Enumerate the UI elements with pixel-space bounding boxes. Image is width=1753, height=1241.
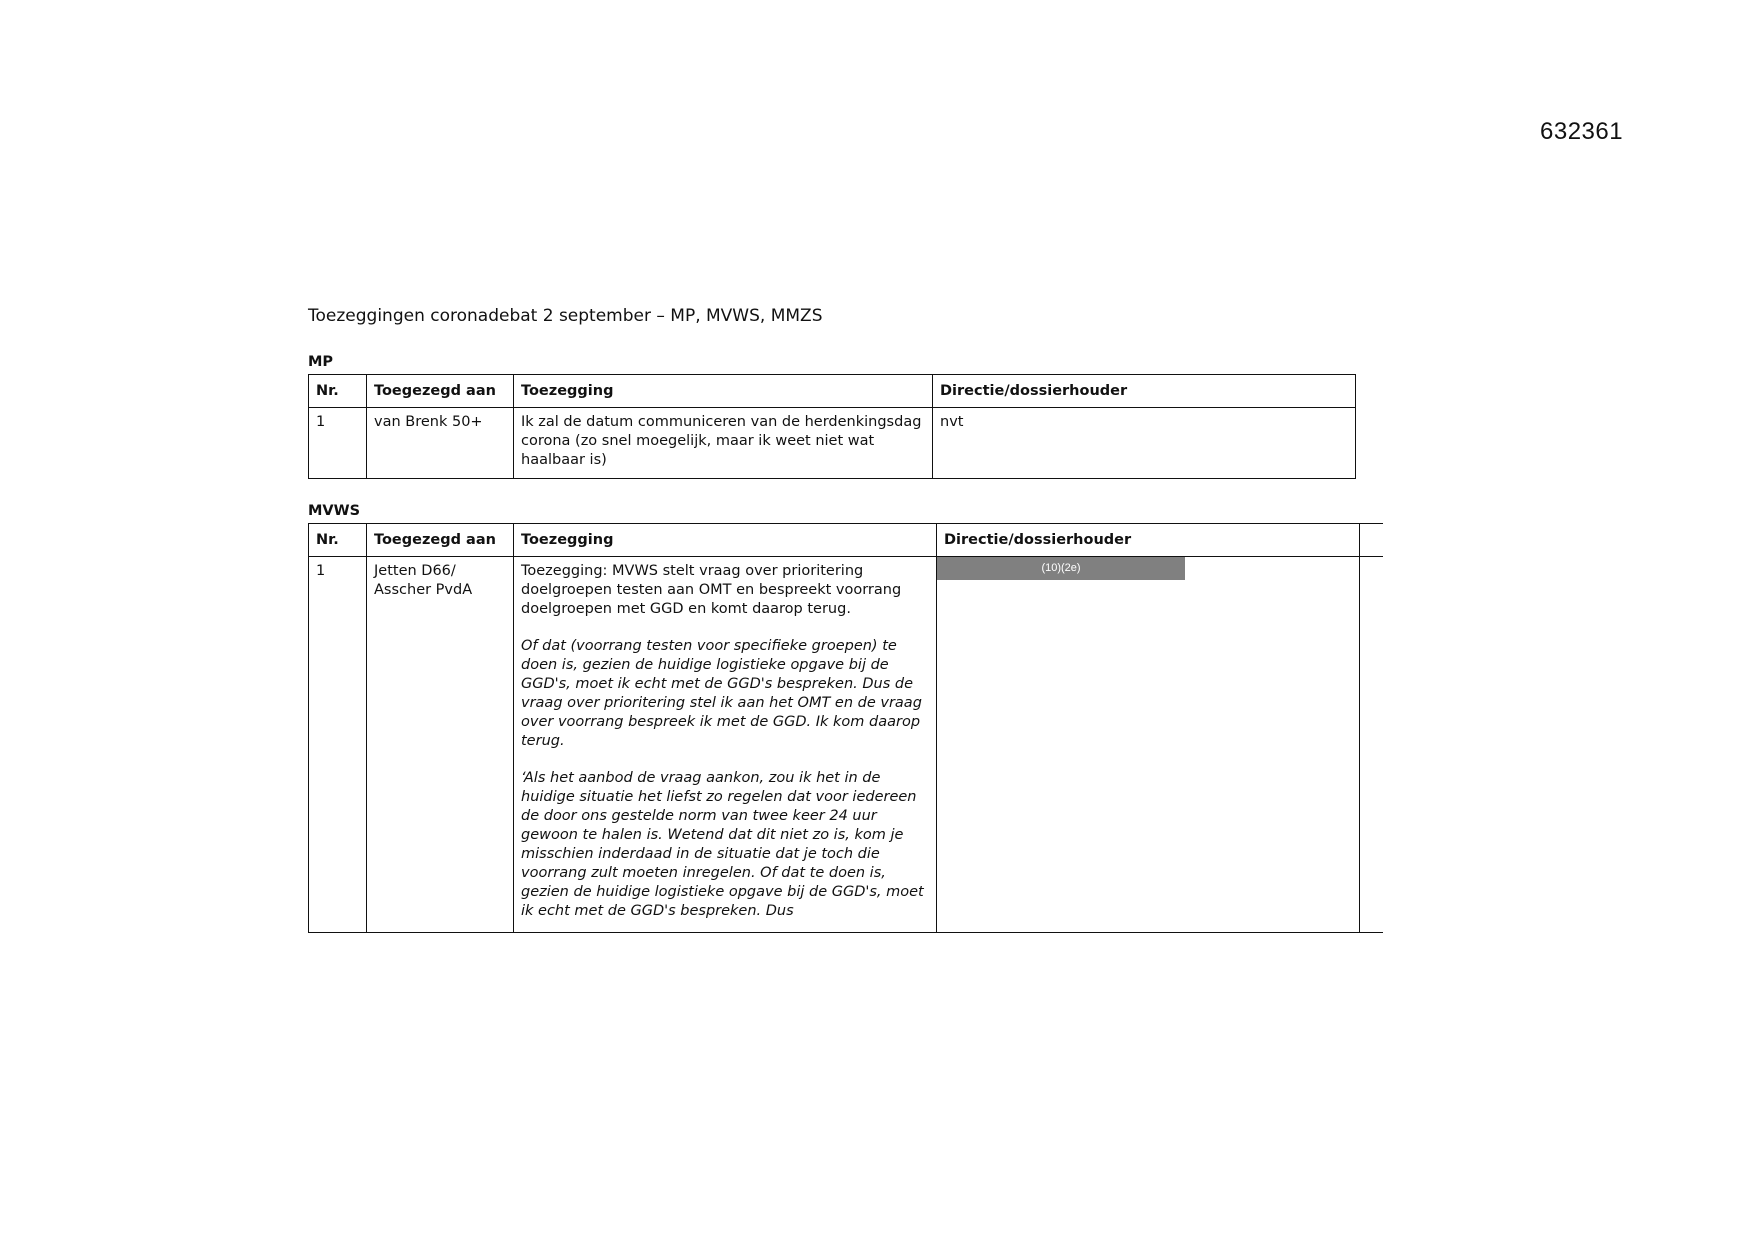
toezegging-quote: Of dat (voorrang testen voor specifieke groepen) te doen is, gezien de huidige logistieke opgave bij de GGD's, moet ik echt met de GGD's bespreken. Dus de vraag over prioritering stel ik aan het OMT en de vraag over voorrang bespreek ik met de GGD. Ik kom daarop terug. <box>521 638 922 749</box>
cell-toezegging: Ik zal de datum communiceren van de herdenkingsdag corona (zo snel moegelijk, maar ik weet niet wat haalbaar is) <box>514 408 933 479</box>
mvws-commitments-table <box>308 523 1383 933</box>
cell-nr: 1 <box>309 408 367 479</box>
toezegging-intro: Toezegging: MVWS stelt vraag over prioritering doelgroepen testen aan OMT en bespreekt voorrang doelgroepen met GGD en komt daarop terug. <box>521 563 902 617</box>
cell-directie <box>937 557 1360 933</box>
table-header-row <box>309 375 1356 408</box>
column-header-toegezegd-aan: Toegezegd aan <box>367 524 514 557</box>
redaction-block: (10)(2e) <box>937 557 1185 580</box>
column-header-nr: Nr. <box>309 524 367 557</box>
section-label-mvws: MVWS <box>308 503 361 519</box>
column-header-extra <box>1360 524 1383 557</box>
column-header-toezegging: Toezegging <box>514 375 933 408</box>
table-row <box>309 557 1383 933</box>
column-header-toezegging: Toezegging <box>514 524 937 557</box>
column-header-nr: Nr. <box>309 375 367 408</box>
cell-toegezegd-aan: Jetten D66/ Asscher PvdA <box>367 557 514 933</box>
cell-toegezegd-aan: van Brenk 50+ <box>367 408 514 479</box>
section-label-mp: MP <box>308 354 334 370</box>
table-header-row <box>309 524 1383 557</box>
table-row <box>309 408 1356 479</box>
cell-directie: nvt <box>933 408 1356 479</box>
cell-toezegging <box>514 557 937 933</box>
mp-commitments-table <box>308 374 1356 479</box>
cell-extra <box>1360 557 1383 933</box>
column-header-toegezegd-aan: Toegezegd aan <box>367 375 514 408</box>
column-header-directie: Directie/dossierhouder <box>937 524 1360 557</box>
document-id: 632361 <box>1540 118 1624 145</box>
document-title: Toezeggingen coronadebat 2 september – MP, MVWS, MMZS <box>308 306 823 326</box>
toezegging-quote: ‘Als het aanbod de vraag aankon, zou ik het in de huidige situatie het liefst zo regelen dat voor iedereen de door ons gestelde norm van twee keer 24 uur gewoon te halen is. Wetend dat dit niet zo is, kom je misschien inderdaad in de situatie dat je toch die voorrang zult moeten inregelen. Of dat te doen is, gezien de huidige logistieke opgave bij de GGD's, moet ik echt met de GGD's bespreken. Dus <box>521 770 924 919</box>
cell-nr: 1 <box>309 557 367 933</box>
column-header-directie: Directie/dossierhouder <box>933 375 1356 408</box>
